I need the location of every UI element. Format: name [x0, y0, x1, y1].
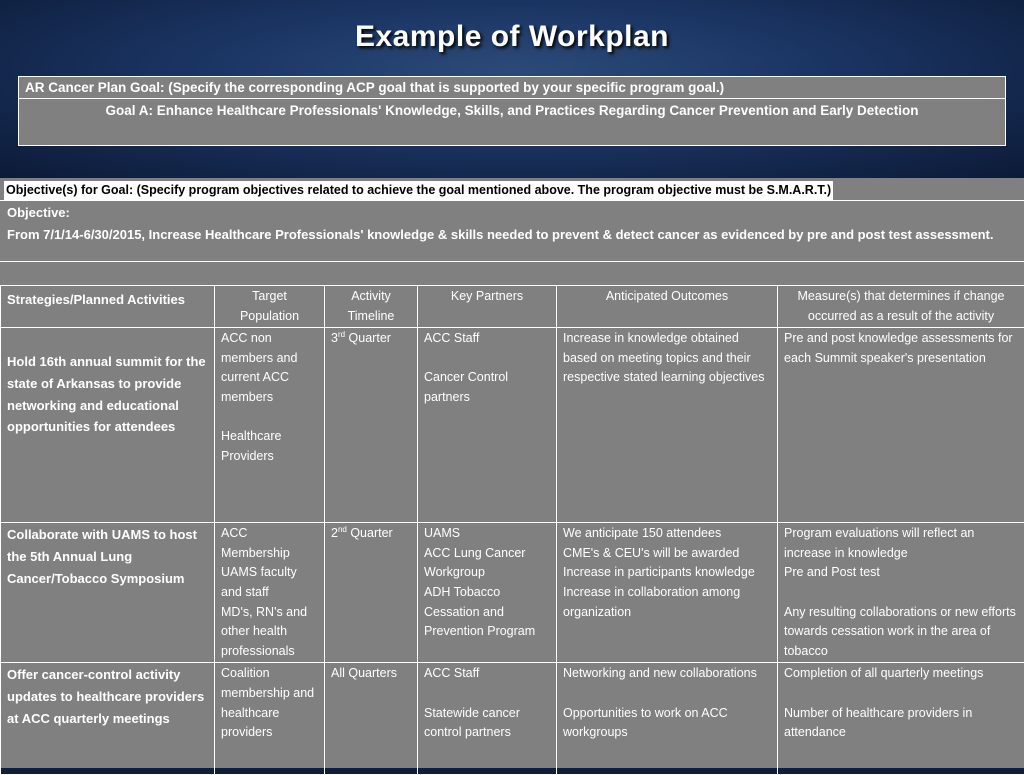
measures-cell: Completion of all quarterly meetings Number of healthcare providers in attendance — [778, 663, 1024, 775]
table-row — [1, 663, 1024, 775]
header-band — [0, 0, 1024, 178]
goal-instruction: AR Cancer Plan Goal: (Specify the corresponding ACP goal that is supported by your specific program goal.) — [19, 77, 1005, 99]
col-header-measures: Measure(s) that determines if change occurred as a result of the activity — [778, 286, 1024, 328]
objectives-heading: Objective(s) for Goal: (Specify program objectives related to achieve the goal mentioned above. The program objective must be S.M.A.R.T.) — [4, 181, 833, 200]
workplan-table — [0, 285, 1024, 775]
page-title — [0, 20, 1024, 54]
strategy-cell: Collaborate with UAMS to host the 5th Annual Lung Cancer/Tobacco Symposium — [1, 523, 215, 663]
timeline-cell — [325, 328, 418, 523]
objective-block — [0, 200, 1024, 262]
timeline-num: 2 — [331, 526, 338, 540]
goal-box — [18, 76, 1006, 146]
partners-cell: UAMS ACC Lung Cancer Workgroup ADH Tobacco Cessation and Prevention Program — [418, 523, 557, 663]
strategy-cell: Offer cancer-control activity updates to healthcare providers at ACC quarterly meetings — [1, 663, 215, 775]
col-header-timeline: Activity Timeline — [325, 286, 418, 328]
population-cell: ACC non members and current ACC members Healthcare Providers — [215, 328, 325, 523]
goal-statement: Goal A: Enhance Healthcare Professionals' Knowledge, Skills, and Practices Regarding Cancer Prevention and Early Detection — [19, 99, 1005, 118]
col-header-population: Target Population — [215, 286, 325, 328]
col-header-partners: Key Partners — [418, 286, 557, 328]
page-title-text: Example of Workplan — [355, 20, 669, 53]
outcomes-cell: We anticipate 150 attendees CME's & CEU's will be awarded Increase in participants knowledge Increase in collaboration among organization — [557, 523, 778, 663]
outcomes-cell: Increase in knowledge obtained based on meeting topics and their respective stated learning objectives — [557, 328, 778, 523]
objective-label: Objective: — [7, 202, 70, 224]
strategy-cell: Hold 16th annual summit for the state of Arkansas to provide networking and educational opportunities for attendees — [1, 328, 215, 523]
timeline-cell — [325, 523, 418, 663]
table-row — [1, 328, 1024, 523]
partners-cell: ACC Staff Statewide cancer control partners — [418, 663, 557, 775]
timeline-sup: rd — [338, 330, 345, 339]
measures-cell: Program evaluations will reflect an increase in knowledge Pre and Post test Any resulting collaborations or new efforts towards cessation work in the area of tobacco — [778, 523, 1024, 663]
timeline-cell — [325, 663, 418, 775]
objective-text: From 7/1/14-6/30/2015, Increase Healthcare Professionals' knowledge & skills needed to prevent & detect cancer as evidenced by pre and post test assessment. — [7, 224, 1007, 246]
population-cell: ACC Membership UAMS faculty and staff MD's, RN's and other health professionals — [215, 523, 325, 663]
population-cell: Coalition membership and healthcare providers — [215, 663, 325, 775]
timeline-rest: Quarter — [345, 331, 391, 345]
table-header-row — [1, 286, 1024, 328]
timeline-num: 3 — [331, 331, 338, 345]
col-header-strategies: Strategies/Planned Activities — [1, 286, 215, 328]
partners-cell: ACC Staff Cancer Control partners — [418, 328, 557, 523]
measures-cell: Pre and post knowledge assessments for each Summit speaker's presentation — [778, 328, 1024, 523]
table-row — [1, 523, 1024, 663]
timeline-sup: nd — [338, 525, 347, 534]
outcomes-cell: Networking and new collaborations Opportunities to work on ACC workgroups — [557, 663, 778, 775]
workplan-section — [0, 178, 1024, 768]
timeline-num: All Quarters — [331, 666, 397, 680]
timeline-rest: Quarter — [347, 526, 393, 540]
col-header-outcomes: Anticipated Outcomes — [557, 286, 778, 328]
